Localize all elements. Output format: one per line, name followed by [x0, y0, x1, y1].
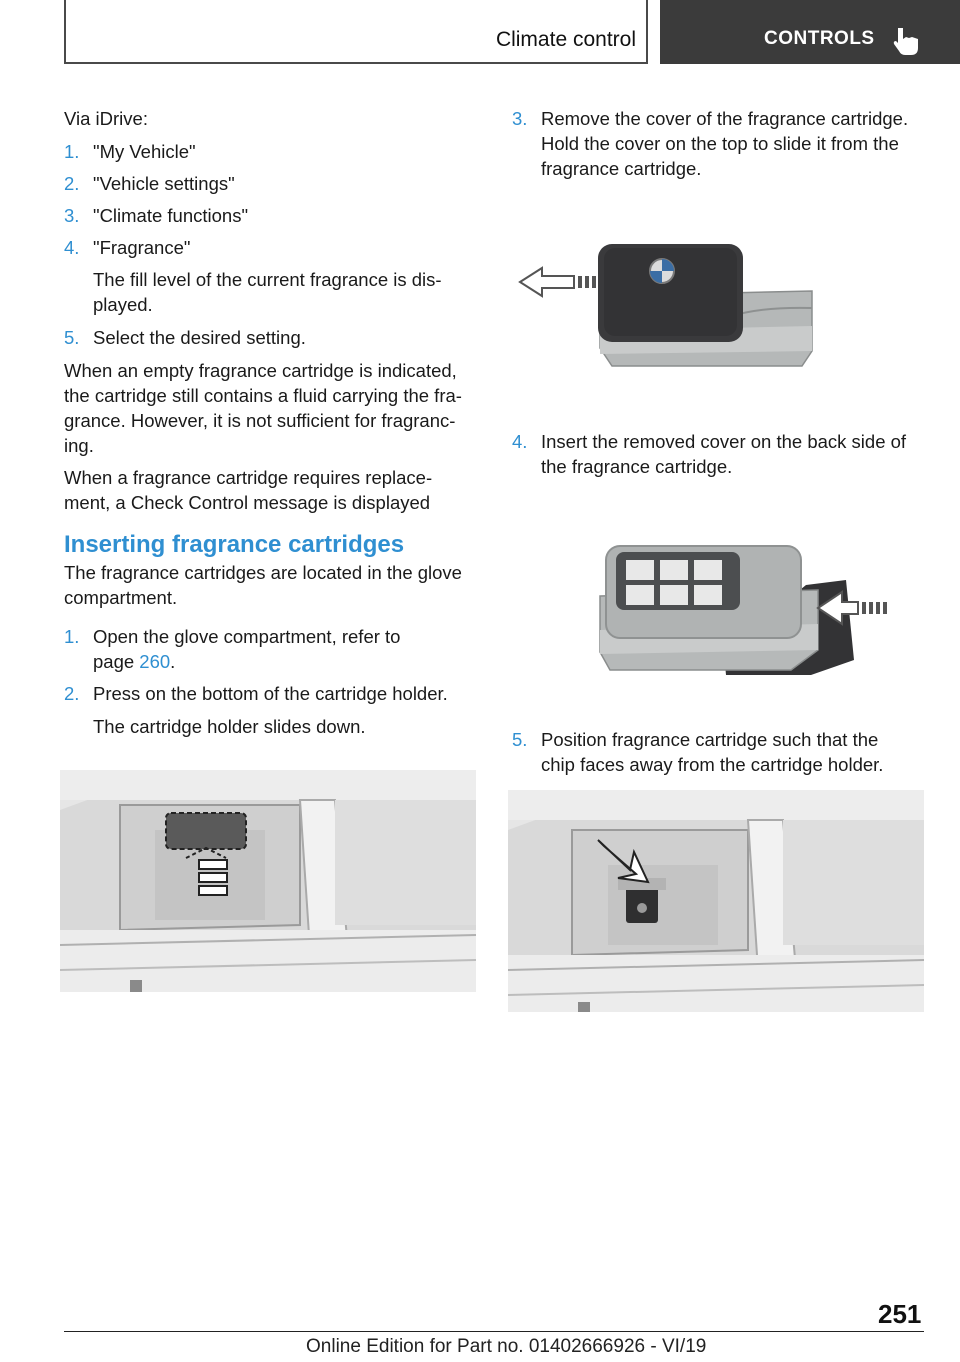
right-column-step-5	[512, 727, 932, 777]
step-text: "Climate functions"	[93, 205, 249, 226]
glove-compartment-illustration	[60, 770, 476, 992]
list-item	[64, 139, 478, 164]
step-number: 5.	[512, 729, 528, 750]
step-text: Open the glove compartment, refer to	[93, 626, 401, 647]
paragraph-line: The fragrance cartridges are located in the glove	[64, 562, 462, 583]
list-item	[64, 681, 478, 706]
pointing-hand-icon	[890, 24, 924, 58]
step-text: Remove the cover of the fragrance cartridge.	[541, 108, 909, 129]
paragraph-line: When an empty fragrance cartridge is indicated,	[64, 360, 457, 381]
intro-text: Via iDrive:	[64, 108, 148, 129]
step-text-cont: Hold the cover on the top to slide it from the	[541, 133, 899, 154]
step-text-cont: the fragrance cartridge.	[541, 456, 733, 477]
paragraph-line: ment, a Check Control message is displayed	[64, 492, 431, 513]
header-section-title: Climate control	[495, 28, 636, 51]
paragraph-line: the cartridge still contains a fluid carrying the fra-	[64, 385, 462, 406]
remove-cover-illustration	[512, 236, 822, 376]
step-note: The cartridge holder slides down.	[93, 716, 366, 737]
step-number: 4.	[512, 431, 528, 452]
step-text-cont: fragrance cartridge.	[541, 158, 702, 179]
paragraph-line: compartment.	[64, 587, 178, 608]
page-link[interactable]: 260	[139, 651, 171, 672]
list-item	[512, 727, 932, 752]
step-text: Position fragrance cartridge such that the	[541, 729, 879, 750]
step-text-cont	[64, 649, 478, 674]
step-text: "Vehicle settings"	[93, 173, 235, 194]
step-number: 4.	[64, 237, 80, 258]
step-note: The fill level of the current fragrance is dis-	[93, 269, 442, 290]
step-number: 1.	[64, 626, 80, 647]
step-text: "My Vehicle"	[93, 141, 196, 162]
list-item	[64, 171, 478, 196]
list-item	[64, 624, 478, 649]
step-number: 3.	[64, 205, 80, 226]
position-cartridge-illustration	[508, 790, 924, 1012]
step-number: 5.	[64, 327, 80, 348]
step-number: 2.	[64, 683, 80, 704]
right-column-step-4	[512, 429, 932, 479]
step-number: 1.	[64, 141, 80, 162]
list-item	[512, 106, 932, 131]
footer-divider	[64, 1331, 924, 1332]
header-chapter-label: CONTROLS	[764, 28, 875, 49]
page-ref-suffix: .	[170, 651, 176, 672]
list-item	[64, 235, 478, 260]
paragraph-line: ing.	[64, 435, 94, 456]
insert-cover-illustration	[596, 540, 906, 680]
page-number: 251	[878, 1299, 922, 1329]
paragraph-line: grance. However, it is not sufficient for fragranc-	[64, 410, 456, 431]
step-text: Press on the bottom of the cartridge holder.	[93, 683, 448, 704]
step-note: played.	[93, 294, 153, 315]
page-ref-prefix: page	[93, 651, 140, 672]
footer-edition: Online Edition for Part no. 01402666926 - VI/19	[306, 1336, 707, 1357]
step-number: 2.	[64, 173, 80, 194]
right-column-step-3	[512, 106, 932, 181]
list-item	[512, 429, 932, 454]
step-text: Insert the removed cover on the back side of	[541, 431, 907, 452]
list-item	[64, 325, 478, 350]
step-number: 3.	[512, 108, 528, 129]
left-column	[64, 106, 478, 739]
section-heading: Inserting fragrance cartridges	[64, 531, 405, 558]
list-item	[64, 203, 478, 228]
step-text-cont: chip faces away from the cartridge holder.	[541, 754, 884, 775]
step-text: "Fragrance"	[93, 237, 191, 258]
paragraph-line: When a fragrance cartridge requires replace-	[64, 467, 433, 488]
step-text: Select the desired setting.	[93, 327, 306, 348]
